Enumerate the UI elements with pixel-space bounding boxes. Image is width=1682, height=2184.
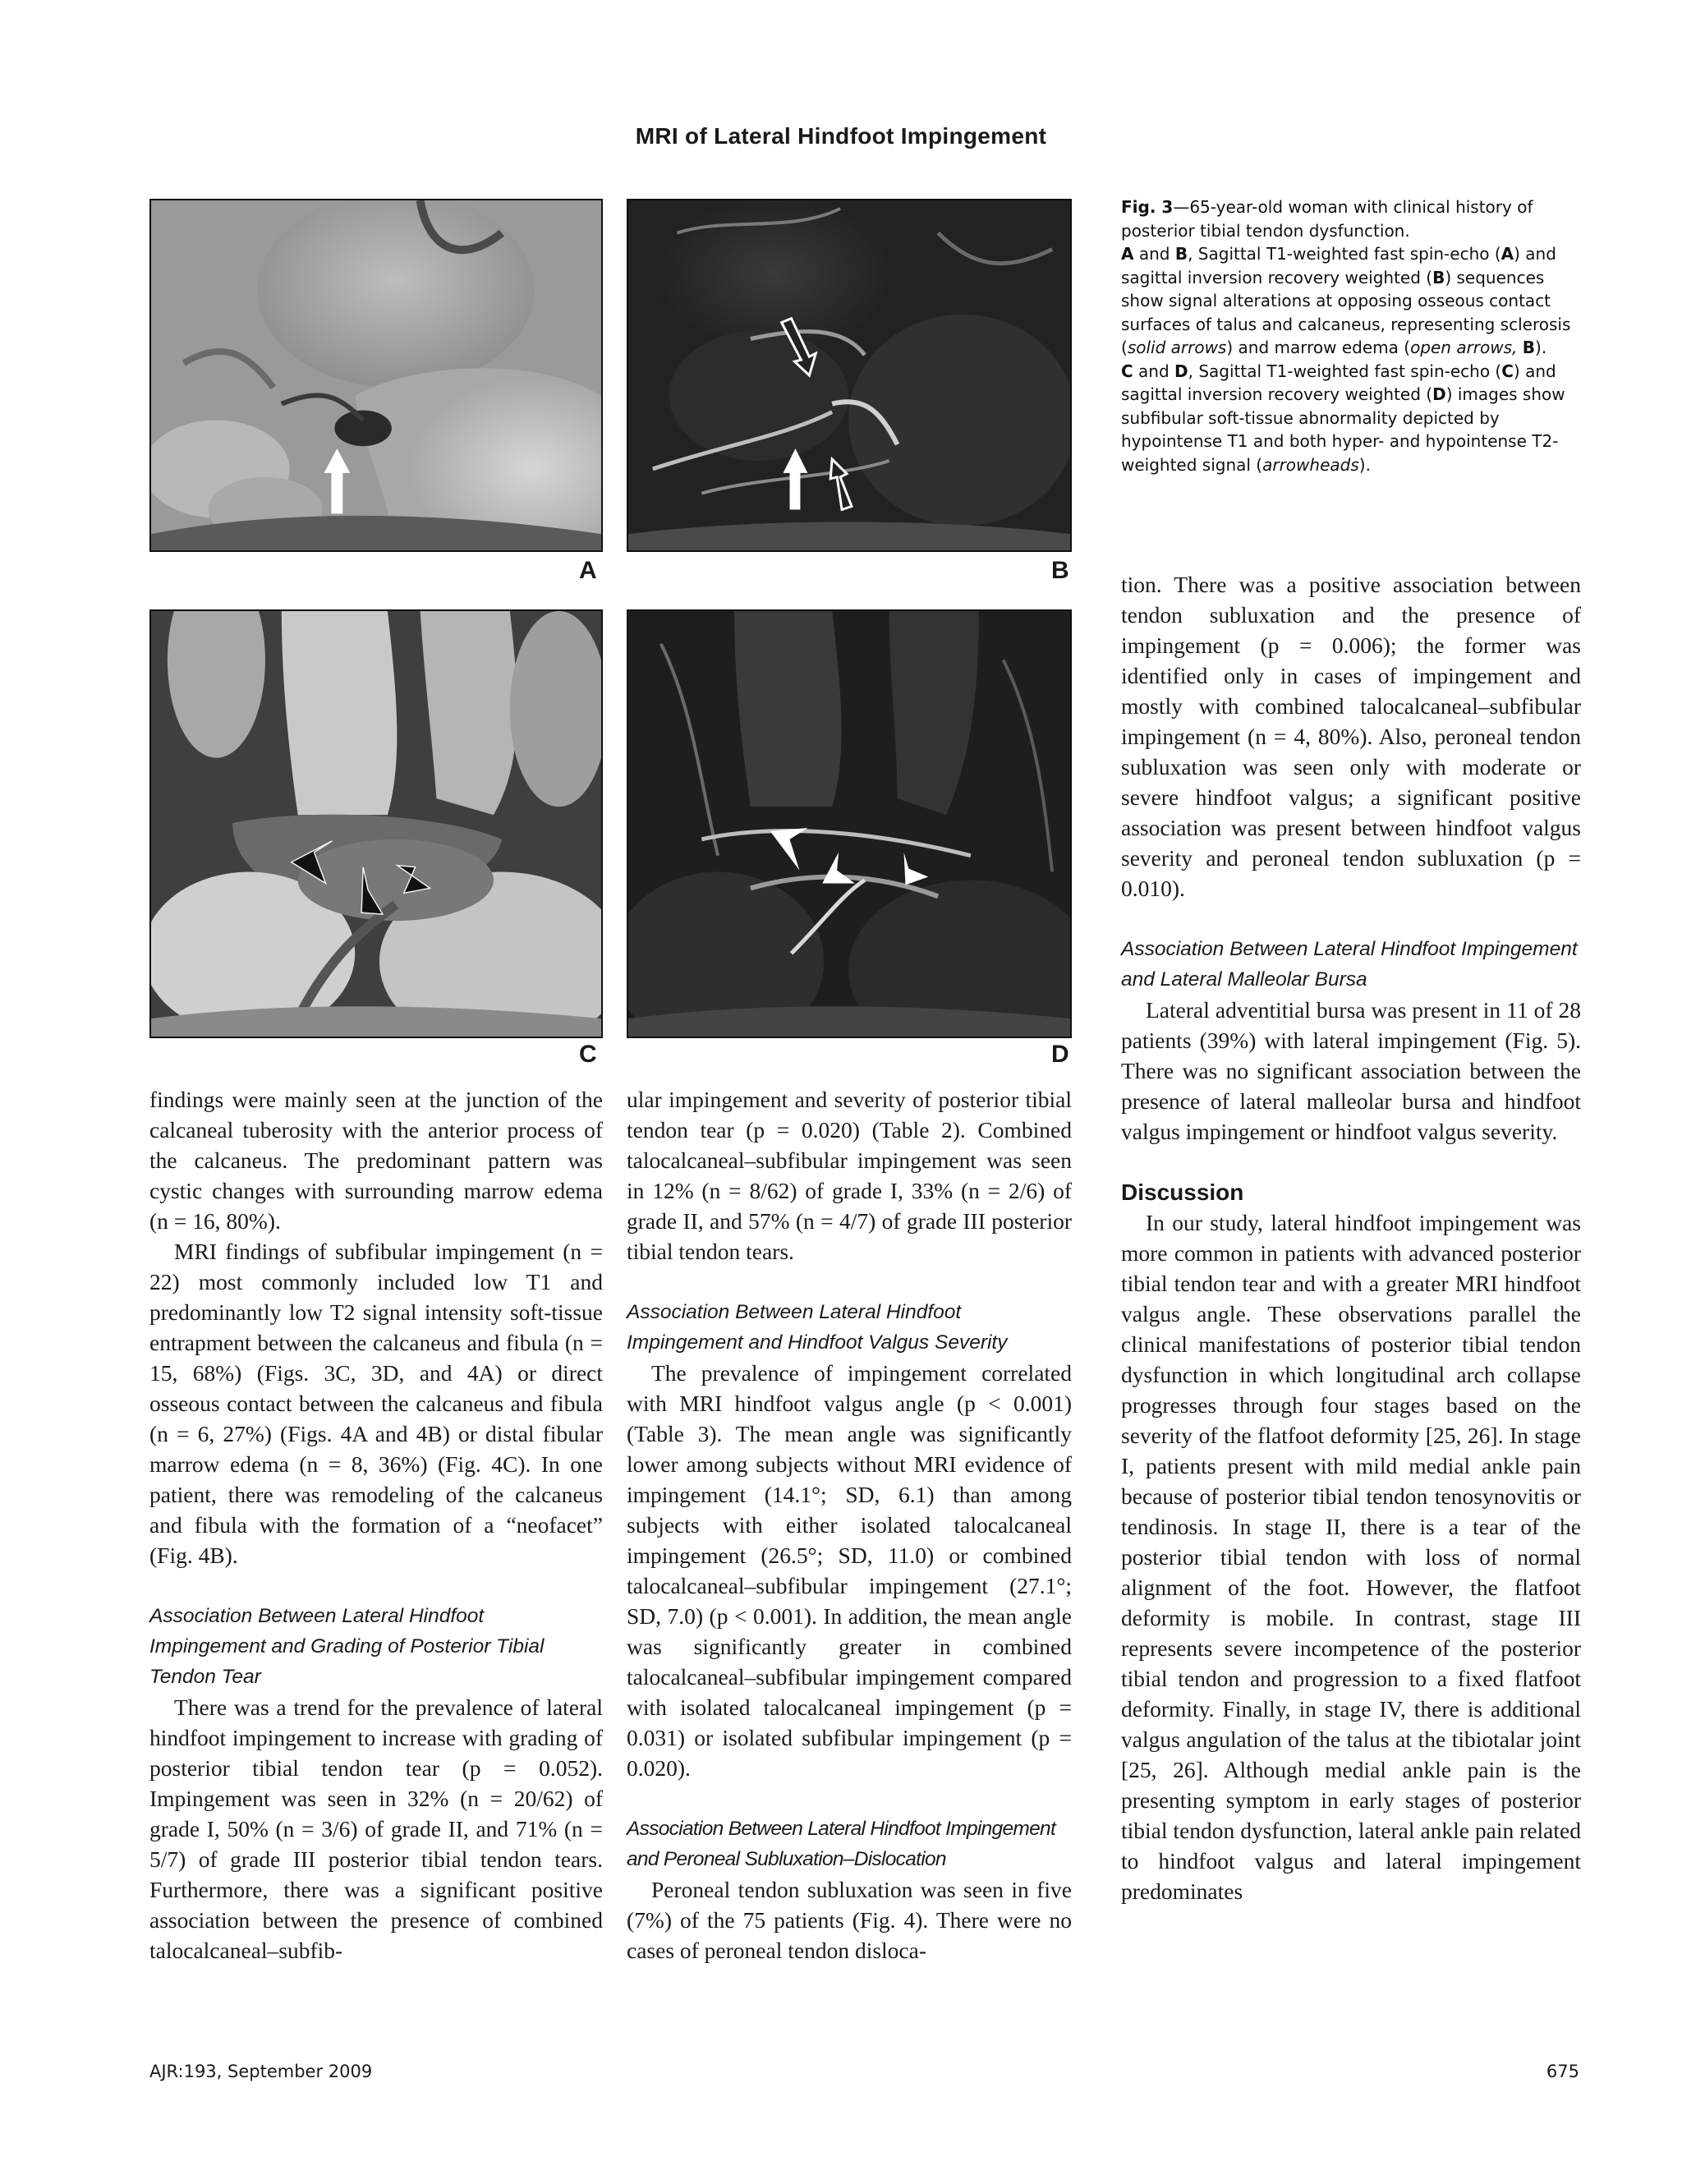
caption-cd: C and D, Sagittal T1-weighted fast spin-echo (C) and sagittal inversion recovery weighted (D) images show subfibular soft-tissue abnormality depicted by hypointense T1 and both hyper- and hypointense T2-weighted signal (arrowheads). [1121,361,1565,475]
paragraph: Lateral adventitial bursa was present in 11 of 28 patients (39%) with lateral impingement (Fig. 5). There was no significant association between the presence of lateral malleolar bursa and hindfoot valgus impingement or hindfoot valgus severity. [1121,997,1581,1144]
figure-caption [1121,195,1581,476]
paragraph: MRI findings of subfibular impingement (n = 22) most commonly included low T1 and predominantly low T2 signal intensity soft-tissue entrapment between the calcaneus and fibula (n = 15, 68%) (Figs. 3C, 3D, and 4A) or direct osseous contact between the calcaneus and fibula (n = 6, 27%) (Figs. 4A and 4B) or distal fibular marrow edema (n = 8, 36%) (Fig. 4C). In one patient, there was remodeling of the calcaneus and fibula with the formation of a “neofacet” (Fig. 4B). [149,1239,603,1568]
panel-letter-a: A [579,557,597,584]
caption-ab: A and B, Sagittal T1-weighted fast spin-echo (A) and sagittal inversion recovery weighted (B) sequences show signal alterations at opposing osseous contact surfaces of talus and calcaneus, representing sclerosis (solid arrows) and marrow edema (open arrows, B). [1121,244,1571,357]
body-column-1 [149,1084,603,1966]
subsection-heading: Association Between Lateral Hindfoot Impingement and Lateral Malleolar Bursa [1121,938,1578,991]
figure-panel-c [149,609,603,1038]
mri-image-b [628,200,1070,550]
paragraph: Peroneal tendon subluxation was seen in five (7%) of the 75 patients (Fig. 4). There were no cases of peroneal tendon disloca- [627,1877,1072,1963]
paragraph: In our study, lateral hindfoot impingement was more common in patients with advanced posterior tibial tendon tear and with a greater MRI hindfoot valgus angle. These observations parallel the clinical manifestations of posterior tibial tendon dysfunction in which longitudinal arch collapse progresses through four stages based on the severity of the flatfoot deformity [25, 26]. In stage I, patients present with mild medial ankle pain because of posterior tibial tendon tenosynovitis or tendinosis. In stage II, there is a tear of the posterior tibial tendon with loss of normal alignment of the foot. However, the flatfoot deformity is mobile. In contrast, stage III represents severe incompetence of the posterior tibial tendon and progression to a fixed flatfoot deformity. Finally, in stage IV, there is additional valgus angulation of the talus at the tibiotalar joint [25, 26]. Although medial ankle pain is the presenting symptom in early stages of posterior tibial tendon dysfunction, lateral ankle pain related to hindfoot valgus and lateral impingement predominates [1121,1210,1581,1904]
footer-journal: AJR:193, September 2009 [149,2062,373,2081]
figure-panel-d [627,609,1072,1038]
paragraph: findings were mainly seen at the junction of the calcaneal tuberosity with the anterior process of the calcaneus. The predominant pattern was cystic changes with surrounding marrow edema (n = 16, 80%). [149,1087,603,1234]
paragraph: ular impingement and severity of posterior tibial tendon tear (p = 0.020) (Table 2). Combined talocalcaneal–subfibular impingement was seen in 12% (n = 8/62) of grade I, 33% (n = 2/6) of grade II, and 57% (n = 4/7) of grade III posterior tibial tendon tears. [627,1087,1072,1264]
figure-panel-b [627,199,1072,552]
panel-letter-b: B [1051,557,1069,584]
paragraph: There was a trend for the prevalence of lateral hindfoot impingement to increase with grading of posterior tibial tendon tear (p = 0.052). Impingement was seen in 32% (n = 20/62) of grade I, 50% (n = 3/6) of grade II, and 71% (n = 5/7) of grade III posterior tibial tendon tears. Furthermore, there was a significant positive association between the presence of combined talocalcaneal–subfib- [149,1694,603,1963]
subsection-heading: Association Between Lateral Hindfoot Impingement and Peroneal Subluxation–Dislocation [627,1818,1056,1870]
section-heading-discussion: Discussion [1121,1179,1244,1205]
figure-panel-a [149,199,603,552]
body-column-2 [627,1084,1072,1966]
footer-page-number: 675 [1546,2062,1579,2081]
body-column-3 [1121,569,1581,1906]
paragraph: The prevalence of impingement correlated with MRI hindfoot valgus angle (p < 0.001) (Table 3). The mean angle was significantly lower among subjects without MRI evidence of impingement (14.1°; SD, 6.1) than among subjects with either isolated talocalcaneal impingement (26.5°; SD, 11.0) or combined talocalcaneal–subfibular impingement (27.1°; SD, 7.0) (p < 0.001). In addition, the mean angle was significantly greater in combined talocalcaneal–subfibular impingement compared with isolated talocalcaneal impingement (p = 0.031) or isolated subfibular impingement (p = 0.020). [627,1360,1072,1781]
subsection-heading: Association Between Lateral Hindfoot Impingement and Grading of Posterior Tibial Tendon Tear [149,1605,545,1688]
panel-letter-c: C [579,1041,597,1068]
panel-letter-d: D [1051,1041,1069,1068]
subsection-heading: Association Between Lateral Hindfoot Impingement and Hindfoot Valgus Severity [627,1301,1008,1354]
running-header: MRI of Lateral Hindfoot Impingement [635,123,1047,149]
mri-image-a [151,200,601,550]
mri-image-c [151,611,601,1037]
paragraph: tion. There was a positive association between tendon subluxation and the presence of impingement (p = 0.006); the former was identified only in cases of impingement and mostly with combined talocalcaneal–subfibular impingement (n = 4, 80%). Also, peroneal tendon subluxation was seen only with moderate or severe hindfoot valgus; a significant positive association was present between hindfoot valgus severity and peroneal tendon subluxation (p = 0.010). [1121,572,1581,901]
caption-intro: Fig. 3—65-year-old woman with clinical history of posterior tibial tendon dysfunction. [1121,197,1533,241]
mri-image-d [628,611,1070,1037]
